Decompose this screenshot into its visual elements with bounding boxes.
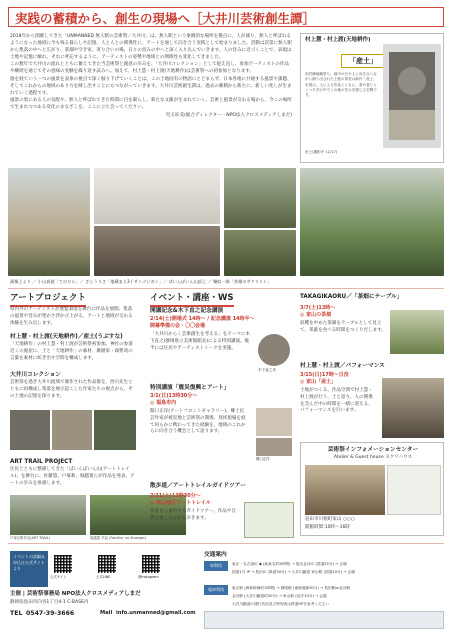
tea-field-photo xyxy=(390,310,444,354)
trail-title: ART TRAIL PROJECT xyxy=(10,459,73,465)
event5-date: 2/21(土)13時30分〜 xyxy=(150,493,201,499)
event1-venue: 開幕準備の会・〇〇会場 xyxy=(150,323,206,329)
info-center-hours: 開館時間:10時〜16時 xyxy=(305,525,350,530)
installation-photo xyxy=(94,168,220,224)
phone-number[interactable]: 0547-39-3666 xyxy=(26,610,75,617)
access-route: 大井川鐵道の運行状況及び時刻表は鉄道HPを参考ください xyxy=(232,602,330,606)
event3-venue: ◎ 家山の茶畑 xyxy=(300,312,332,318)
info-center-title: 芸術祭インフォメーションセンター xyxy=(327,447,419,453)
event1-title: 開講記念&木下直之記念講演 xyxy=(150,308,224,314)
trail-sculpture-photo xyxy=(300,168,444,276)
workshop-photo xyxy=(94,226,220,276)
event3-date: 3/7(土)13時〜 xyxy=(300,305,336,311)
event5-venue: ◎ 家山地区アートトレイル xyxy=(150,500,211,506)
photo-collage xyxy=(8,168,444,276)
phone-label: TEL xyxy=(10,610,23,617)
qr-label-line: 公式LINE xyxy=(96,575,111,579)
art-project-intro: 県内外のアーティストが展覧筆落を舞台に作品を展開、集落の風景や営みが豊かさ浮かび上がる、アートと地域が交わる体験を生み出します。 xyxy=(10,307,133,326)
page-title: 実践の蓄積から、創生の現場へ［大井川芸術創生譚］ xyxy=(8,7,444,27)
qr-code-instagram[interactable] xyxy=(142,555,160,573)
event4-body: 土地がつくる、作品空間で村上慧・村上渡が行う、土と語り、人の関係を含んだ中の時間を一緒に迎える、パフォーマンスを行います。 xyxy=(300,388,373,414)
photo-caption: 画像上より ／ 小山真徳「てのひら」／ さとうりさ「地蔵まえ3 / サトゴジガン」／ ぱいんぱいん山頂上 ／ 樂似一郎「茶畑のサクリスト」 xyxy=(10,279,272,284)
group-photo xyxy=(224,168,296,228)
access-route: 金谷駅 (大井川鐵道約30分) → 家山駅 (徒歩10分) → 会場 xyxy=(232,594,327,598)
speaker-name: 木下直之氏 xyxy=(258,368,276,372)
info-center-box xyxy=(300,442,444,536)
organizer-address: 静岡県島田市向谷1丁目4-1 C-BASE内 xyxy=(10,600,89,605)
trail-caption-1: 戸塚正路作品(ART TRAIL) xyxy=(10,536,51,540)
access-section xyxy=(204,551,444,633)
event2-date: 3/1(日)13時30分〜 xyxy=(150,393,198,399)
info-center-address: 島田市川根町家山 ○○○ xyxy=(305,517,355,522)
qr-label-instagram: @Instagram xyxy=(138,575,159,579)
featured-photo xyxy=(383,44,441,148)
event2-venue: ◎ 福島市内 xyxy=(150,400,177,406)
murakami-body: 「天地耕作」の村上慧・村上渡が芸術祭初参加。神社の参道近くの廃屋に、土と「天地耕作」の素材、舞踏家・森繁哉の言葉を素材に紡ぎ出す空間を構成します。 xyxy=(10,342,133,361)
event3-title: TAKAGIKAORU／「茶畑にテーブル」 xyxy=(300,294,403,300)
intro-text xyxy=(10,33,292,119)
collection-photos xyxy=(10,410,136,450)
intro-signature: 児玉絵美(総合ディレクター・NPO法人クロスメディアしまだ) xyxy=(165,113,292,119)
train-label: 電車利用 xyxy=(204,585,228,595)
qr-code-line[interactable] xyxy=(98,555,116,573)
divider xyxy=(8,543,444,544)
performance-photo xyxy=(382,378,444,438)
event5-body: 作家自ら案内するガイドツアー。作品や自然を楽しみながら歩きます。 xyxy=(150,509,236,521)
mail-label: Mail xyxy=(100,610,113,616)
event4-date: 3/15(日)17時〜日没 xyxy=(300,372,349,378)
qr-code-website[interactable] xyxy=(54,555,72,573)
featured-caption: 産土(撮影中 12/17) xyxy=(305,150,338,154)
event1-date: 2/14(土)開場式 14時〜 / 記念講演 14時半〜 xyxy=(150,316,255,322)
info-center-sub: Atelier & Guest house ヌクリハウス xyxy=(333,455,413,460)
event2-photo-2 xyxy=(256,438,292,456)
info-center-photo xyxy=(305,465,385,515)
access-route: 国道1号 IP → 島田IC (県道30分) → 大井川鐵道 家山駅 (国道10分) → 会場 xyxy=(232,570,355,574)
contact-area xyxy=(10,551,196,633)
info-center-map xyxy=(387,465,441,515)
qr-label-website: 公式サイト xyxy=(50,575,67,579)
speaker-photo xyxy=(258,334,290,366)
trail-photo-1 xyxy=(10,495,86,535)
collection-body: 芸術祭を過ぎ大井川流域で制作された作品群を、西川先生とともに再構成し集落を展示起こした作家たちの視点から、その土地の記憶を探ります。 xyxy=(10,380,133,399)
featured-description: 田村郷地蔵祭り。地中の石や土と向き合いながら創り出された土壁の茶室は新作「産土」を展示。土による作品とともに、茶の香りとくつろぎの中でこの地の営みを感じる空間です。 xyxy=(305,72,377,98)
featured-work-title: 「産土」 xyxy=(341,54,385,68)
intro-paragraph: 2018年から開催してきた「UNMANNED 無人駅の芸術祭／大井川」は、無人駅という象徴的な場所を拠点に、人が減り、無人と呼ばれるようになった地域に今も残る暮らしや記憶、人と人との関係性に、アートを通して向き合う実践として始まりました。活動は次第に無人駅から集落の中へと広がり、茶畑や空き家、寄り合いの場、日々の営みの中へと深く入り込んでいきます。人の営みに近づくことで、表現は土地や記憶に触れ、それに呼応するように、アーティストの姿勢や地域との関係性も変化してきました。 xyxy=(10,34,292,61)
event4-venue: ◎ 家山「産土」 xyxy=(300,379,337,385)
featured-artists: 村上慧・村上渡(天地耕作) xyxy=(305,37,371,43)
intro-paragraph: この数年で大井川の流れとともに蓄えてきた当芸術祭と創意の歩みを、「大井川コレクション」として捉え直し、参加アーティストの作品や継続を通じてその意味の実験を繰り返す試みへ。加えて、村上慧・村上渡(天地耕作)は芸術祭への初参加となります。 xyxy=(10,62,289,75)
mail-address[interactable]: info.unmanned@gmail.com xyxy=(116,610,196,616)
access-route: 東京駅 (JR新幹線約1時間) → 静岡駅 (東海道線30分) → 島田駅or金谷駅 xyxy=(232,586,351,590)
access-route: 東京・名古屋IC ◆ (新東名約2時間) → 島田金谷IC (国道25分) → 会場 xyxy=(232,562,347,566)
event5-title: 散歩道／アートトレイルガイドツアー xyxy=(150,483,246,489)
divider xyxy=(8,288,444,289)
intro-paragraph: 風景の奥にある人の気配や、無人と呼ばれてきた時間に目を凝らし、新たな文脈が生まれていく。芸術と風景が交わる場から、今この場所で生まれつつある変化のまなざしを、ここに立ち会ってください。 xyxy=(10,97,292,110)
tower-sculpture-photo xyxy=(8,168,90,276)
access-title: 交通案内 xyxy=(204,552,227,558)
teahouse-photo xyxy=(383,44,441,148)
hillside-photo xyxy=(224,230,296,276)
intro-paragraph: 旅を経ていうーつの風景を表象の視点で深く掘り下げていくことは、この土地固有の物語にとどまらず、日本各地に共通する風景や課題、そしてこれからの地域のあり方を映し出すことにもつながっていきます。大井川芸術創生譚は、過去の蓄積から新たに、新しい兆しが生まれていく過程です。 xyxy=(10,76,292,96)
event2-title: 特別講演「震災復興とアート」 xyxy=(150,385,230,391)
event1-body: 「大井川からく芸術創生を考える」をテーマに木下直之(静岡県立美術館館長)による特別講演。後半には住民やアーティストトークを実施。 xyxy=(150,332,251,351)
collection-title: 大井川コレクション xyxy=(10,372,61,378)
official-site-badge[interactable] xyxy=(10,551,48,587)
event2-photo-1 xyxy=(256,408,292,436)
event2-speaker: 開口正洋 xyxy=(256,457,270,461)
trail-map-icon xyxy=(244,502,294,538)
trail-caption-2: 堀越寛 作品 (Familiar no Stranger) xyxy=(90,536,147,540)
event4-title: 村上慧・村上渡／パフォーマンス xyxy=(300,363,385,369)
trail-body: 住民とともに整備してきた「ぱいんぱいん山(アートトレイル)」を舞台に、佐藤悠、戸塚莉、堀越寛らが作品を発表。アートの歩みを体感します。 xyxy=(10,467,135,486)
featured-work-box xyxy=(300,33,444,163)
car-label: 車利用 xyxy=(204,561,228,571)
event3-body: 収穫を中めた茶畑をテーブルとして見立て、茶葉を食べる時間をつくりだします。 xyxy=(300,321,386,333)
event2-body: 開口正洋(アートフロントギャラリー)、郷土民芸作家が被災地と芸術祭の関係、発祥現場を経て何らかに携わってきた経験を、地域のこれからに向き合う機会として語ります。 xyxy=(150,409,246,435)
organizer: 主催 | 芸術祭事務局 NPO法人クロスメディアしまだ xyxy=(10,591,141,597)
events-heading: イベント・講座・WS xyxy=(150,293,234,303)
murakami-title: 村上慧・村上渡(天地耕作)／産土(うぶすな) xyxy=(10,334,123,340)
web-label: イベントの詳細＆申込は公式サイトより xyxy=(13,554,45,571)
art-project-heading: アートプロジェクト xyxy=(10,293,86,303)
route-map xyxy=(204,611,444,629)
